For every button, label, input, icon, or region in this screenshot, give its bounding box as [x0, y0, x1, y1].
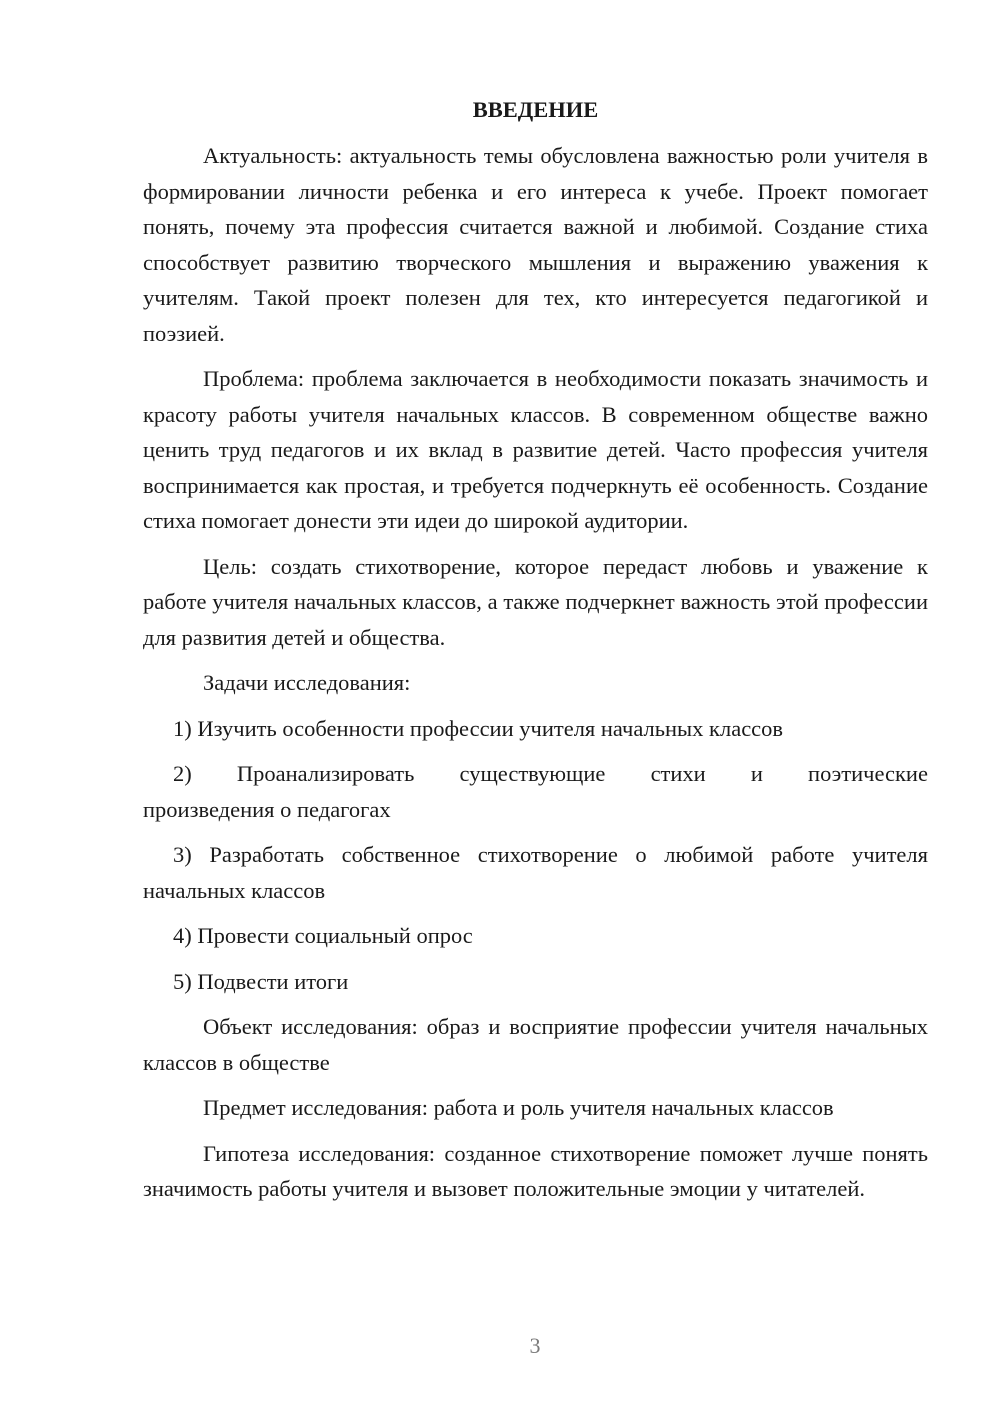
task-2-word: Проанализировать [236, 761, 415, 786]
task-2-word: и [750, 761, 763, 786]
paragraph-hypothesis: Гипотеза исследования: созданное стихотворение поможет лучше понять значимость работы учителя и вызовет положительные эмоции у читателей. [143, 1140, 928, 1201]
task-item-4: 4) Провести социальный опрос [173, 923, 473, 948]
tasks-heading: Задачи исследования: [203, 670, 411, 695]
task-item-2 [143, 756, 928, 792]
paragraph-problem: Проблема: проблема заключается в необходимости показать значимость и красоту работы учителя начальных классов. В современном обществе важно ценить труд педагогов и их вклад в развитие детей. Часто профессия учителя воспринимается как простая, и требуется подчеркнуть её особенность. Создание стиха помогает донести эти идеи до широкой аудитории. [143, 366, 928, 533]
page-number: 3 [529, 1333, 541, 1358]
task-item-1: 1) Изучить особенности профессии учителя начальных классов [173, 715, 784, 741]
paragraph-object: Объект исследования: образ и восприятие профессии учителя начальных классов в обществе [143, 1014, 928, 1075]
paragraph-subject: Предмет исследования: работа и роль учителя начальных классов [203, 1095, 834, 1120]
task-item-5: 5) Подвести итоги [173, 968, 349, 994]
document-page [143, 96, 928, 1217]
task-2-word: поэтические [808, 761, 928, 786]
task-item-2-continuation: произведения о педагогах [143, 796, 391, 822]
task-2-word: существующие [459, 761, 606, 786]
task-2-word: стихи [650, 761, 706, 786]
paragraph-goal: Цель: создать стихотворение, которое передаст любовь и уважение к работе учителя начальных классов, а также подчеркнет важность этой профессии для развития детей и общества. [143, 553, 928, 650]
page-title: ВВЕДЕНИЕ [472, 97, 599, 122]
paragraph-relevance: Актуальность: актуальность темы обусловлена важностью роли учителя в формировании личности ребенка и его интереса к учебе. Проект помогает понять, почему эта профессия считается важной и любимой. Создание стиха способствует развитию творческого мышления и выражению уважения к учителям. Такой проект полезен для тех, кто интересуется педагогикой и поэзией. [143, 143, 928, 346]
task-2-word: 2) [173, 761, 192, 786]
task-item-3: 3) Разработать собственное стихотворение о любимой работе учителя начальных классов [143, 842, 928, 903]
